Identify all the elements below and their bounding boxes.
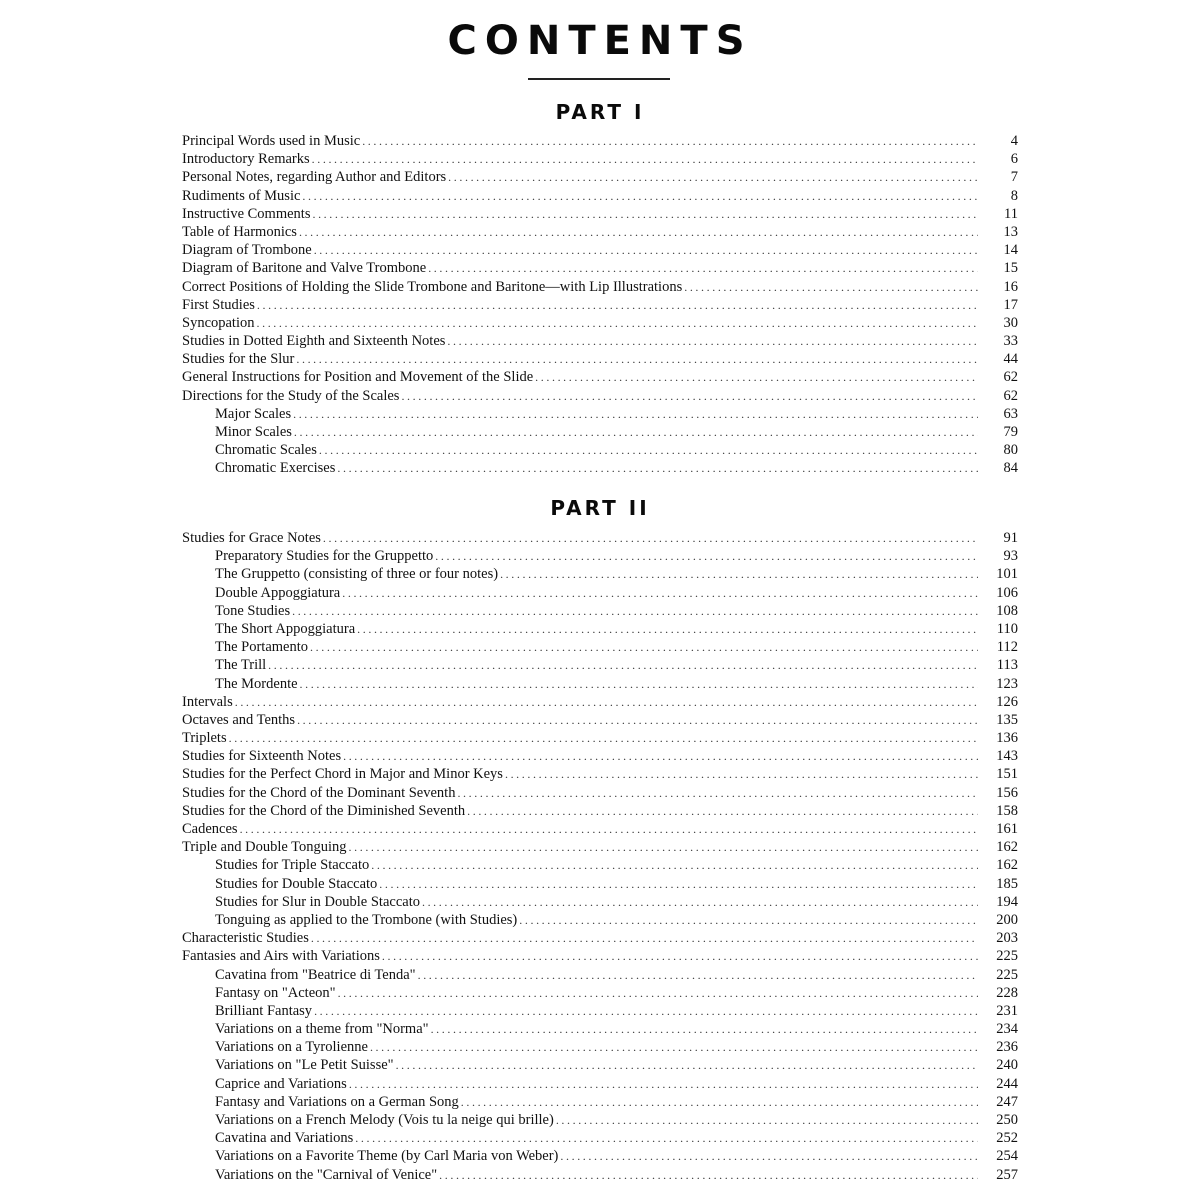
toc-entry-label: Minor Scales — [182, 423, 294, 441]
toc-entry — [182, 223, 1018, 241]
toc-entry-page-number: 17 — [1003, 296, 1018, 313]
toc-entry-page-number: 113 — [996, 657, 1018, 674]
dot-leader — [314, 1002, 978, 1020]
toc-entry-label: Correct Positions of Holding the Slide Trombone and Baritone—with Lip Illustrations — [182, 278, 683, 295]
dot-leader — [257, 314, 979, 332]
toc-entry — [182, 875, 1018, 893]
toc-entry — [182, 675, 1018, 693]
toc-entry — [182, 423, 1018, 441]
toc-entry — [182, 387, 1018, 405]
toc-entry-label: Chromatic Scales — [182, 441, 319, 459]
toc-entry — [182, 802, 1018, 820]
toc-entry — [182, 132, 1018, 150]
toc-entry-label: Table of Harmonics — [182, 223, 297, 240]
toc-entry-page-number: 4 — [1010, 133, 1018, 149]
toc-entry-page-number: 162 — [996, 857, 1018, 874]
dot-leader — [556, 1111, 978, 1129]
dot-leader — [268, 656, 978, 674]
toc-entry-page-number: 11 — [1004, 205, 1018, 222]
toc-entry-page-number: 63 — [1003, 405, 1018, 422]
dot-leader — [684, 278, 978, 296]
toc-entry-label: Diagram of Trombone — [182, 242, 312, 259]
toc-entry-page-number: 8 — [1010, 187, 1018, 204]
toc-entry — [182, 893, 1018, 911]
toc-entry — [182, 187, 1018, 205]
toc-entry-label: Studies for Double Staccato — [182, 875, 379, 893]
toc-entry-page-number: 200 — [996, 911, 1018, 928]
toc-entry — [182, 966, 1018, 984]
toc-entry-page-number: 7 — [1010, 169, 1018, 186]
toc-entry-page-number: 126 — [996, 693, 1018, 710]
dot-leader — [362, 132, 978, 150]
toc-entry — [182, 1147, 1018, 1165]
dot-leader — [396, 1056, 978, 1074]
dot-leader — [314, 241, 978, 259]
toc-entry — [182, 278, 1018, 296]
toc-entry-label: Rudiments of Music — [182, 187, 301, 204]
dot-leader — [297, 711, 978, 729]
toc-entry — [182, 332, 1018, 350]
toc-entry-page-number: 247 — [996, 1093, 1018, 1110]
toc-entry-page-number: 16 — [1003, 278, 1018, 295]
toc-entry — [182, 205, 1018, 223]
toc-entry-page-number: 30 — [1003, 314, 1018, 331]
toc-entry — [182, 711, 1018, 729]
dot-leader — [312, 150, 978, 168]
dot-leader — [296, 350, 978, 368]
dot-leader — [467, 802, 978, 820]
dot-leader — [299, 223, 978, 241]
toc-entry — [182, 368, 1018, 386]
dot-leader — [448, 168, 978, 186]
dot-leader — [422, 893, 978, 911]
toc-entry-page-number: 158 — [996, 802, 1018, 819]
toc-entry-label: The Mordente — [182, 675, 300, 693]
toc-entry-page-number: 84 — [1003, 460, 1018, 477]
toc-entry-label: Studies for the Chord of the Diminished Seventh — [182, 802, 466, 819]
toc-entry-label: Studies in Dotted Eighth and Sixteenth Notes — [182, 333, 446, 350]
dot-leader — [337, 459, 978, 477]
toc-entry — [182, 1075, 1018, 1093]
toc-entry-page-number: 156 — [996, 784, 1018, 801]
dot-leader — [357, 620, 978, 638]
toc-entry — [182, 638, 1018, 656]
dot-leader — [428, 259, 978, 277]
toc-entry-label: Cadences — [182, 821, 238, 837]
toc-entry-label: Triplets — [182, 730, 227, 747]
toc-entry — [182, 911, 1018, 929]
toc-entry — [182, 1093, 1018, 1111]
toc-entry — [182, 747, 1018, 765]
toc-entry — [182, 620, 1018, 638]
toc-entry-page-number: 91 — [1003, 530, 1018, 546]
toc-entry-label: Studies for Slur in Double Staccato — [182, 893, 422, 911]
toc-entry-label: The Trill — [182, 656, 268, 674]
toc-entry-label: Personal Notes, regarding Author and Editors — [182, 169, 447, 186]
toc-entry-page-number: 110 — [996, 620, 1018, 637]
toc-entry-page-number: 15 — [1003, 260, 1018, 277]
toc-entry — [182, 547, 1018, 565]
toc-entry-page-number: 236 — [996, 1039, 1018, 1056]
toc-entry-label: Variations on the "Carnival of Venice" — [182, 1166, 439, 1184]
toc-entry-label: Intervals — [182, 693, 233, 710]
dot-leader — [342, 584, 978, 602]
dot-leader — [349, 838, 978, 856]
toc-entry-label: Preparatory Studies for the Gruppetto — [182, 547, 435, 565]
toc-entry — [182, 350, 1018, 368]
toc-entry-label: The Gruppetto (consisting of three or four notes) — [182, 565, 500, 583]
dot-leader — [355, 1129, 978, 1147]
toc-entry-label: Introductory Remarks — [182, 151, 310, 168]
toc-entry-label: Studies for Grace Notes — [182, 530, 321, 546]
toc-entry — [182, 1129, 1018, 1147]
dot-leader — [447, 332, 978, 350]
toc-entry-page-number: 151 — [996, 766, 1018, 783]
toc-entry-label: Caprice and Variations — [182, 1075, 349, 1093]
toc-entry-page-number: 14 — [1003, 242, 1018, 259]
dot-leader — [311, 929, 978, 947]
toc-entry-label: Variations on a Favorite Theme (by Carl Maria von Weber) — [182, 1147, 560, 1165]
toc-entry — [182, 405, 1018, 423]
toc-entry — [182, 459, 1018, 477]
toc-entry-page-number: 93 — [1003, 548, 1018, 565]
toc-entry — [182, 838, 1018, 856]
toc-entry-label: Principal Words used in Music — [182, 133, 361, 149]
dot-leader — [371, 856, 978, 874]
toc-entry — [182, 984, 1018, 1002]
dot-leader — [292, 602, 978, 620]
dot-leader — [310, 638, 978, 656]
toc-entry-page-number: 101 — [996, 566, 1018, 583]
toc-entry — [182, 1020, 1018, 1038]
toc-entry — [182, 565, 1018, 583]
toc-entry-label: Cavatina from "Beatrice di Tenda" — [182, 966, 418, 984]
toc-entry-page-number: 108 — [996, 602, 1018, 619]
toc-entry-page-number: 106 — [996, 584, 1018, 601]
toc-entry — [182, 929, 1018, 947]
dot-leader — [235, 693, 978, 711]
toc-entry-label: Tonguing as applied to the Trombone (with Studies) — [182, 911, 519, 929]
dot-leader — [401, 387, 978, 405]
toc-entry-page-number: 13 — [1003, 223, 1018, 240]
toc-entry-label: Major Scales — [182, 405, 293, 423]
toc-entry-page-number: 252 — [996, 1130, 1018, 1147]
toc-entry — [182, 1056, 1018, 1074]
toc-entry-page-number: 240 — [996, 1057, 1018, 1074]
dot-leader — [431, 1020, 978, 1038]
toc-entry-label: Studies for Sixteenth Notes — [182, 748, 342, 765]
toc-entry-label: Fantasies and Airs with Variations — [182, 948, 380, 965]
toc-part-1 — [182, 132, 1018, 478]
toc-entry-label: Characteristic Studies — [182, 930, 309, 947]
toc-entry-page-number: 225 — [996, 966, 1018, 983]
dot-leader — [240, 820, 978, 838]
toc-entry-label: Fantasy and Variations on a German Song — [182, 1093, 461, 1111]
toc-entry — [182, 1038, 1018, 1056]
dot-leader — [457, 784, 978, 802]
toc-entry-label: Studies for the Perfect Chord in Major and Minor Keys — [182, 766, 503, 783]
toc-entry-label: First Studies — [182, 296, 255, 313]
toc-entry-label: Cavatina and Variations — [182, 1129, 355, 1147]
toc-entry-label: Octaves and Tenths — [182, 711, 296, 728]
dot-leader — [323, 529, 978, 547]
toc-entry — [182, 150, 1018, 168]
toc-entry-page-number: 62 — [1003, 369, 1018, 386]
toc-entry-page-number: 136 — [996, 730, 1018, 747]
toc-entry-page-number: 6 — [1010, 151, 1018, 168]
toc-entry — [182, 1002, 1018, 1020]
toc-entry-page-number: 112 — [996, 639, 1018, 656]
toc-entry-page-number: 244 — [996, 1075, 1018, 1092]
toc-entry — [182, 168, 1018, 186]
toc-entry — [182, 1166, 1018, 1184]
toc-entry-page-number: 161 — [996, 821, 1018, 837]
toc-entry — [182, 441, 1018, 459]
toc-entry-page-number: 250 — [996, 1112, 1018, 1128]
toc-entry — [182, 729, 1018, 747]
toc-entry — [182, 314, 1018, 332]
dot-leader — [535, 368, 978, 386]
toc-entry — [182, 856, 1018, 874]
dot-leader — [349, 1075, 978, 1093]
dot-leader — [338, 984, 978, 1002]
page-title: CONTENTS — [447, 18, 753, 64]
dot-leader — [418, 966, 978, 984]
toc-entry — [182, 820, 1018, 838]
toc-entry-label: General Instructions for Position and Movement of the Slide — [182, 369, 534, 386]
toc-part-2 — [182, 529, 1018, 1184]
toc-entry-label: Studies for the Slur — [182, 351, 295, 368]
toc-entry-label: Variations on a Tyrolienne — [182, 1038, 370, 1056]
toc-entry-label: Chromatic Exercises — [182, 459, 337, 477]
toc-entry-label: The Short Appoggiatura — [182, 620, 357, 638]
toc-entry-page-number: 254 — [996, 1148, 1018, 1165]
toc-entry-label: Directions for the Study of the Scales — [182, 387, 400, 404]
toc-entry — [182, 784, 1018, 802]
toc-entry-label: Instructive Comments — [182, 205, 311, 222]
toc-entry — [182, 765, 1018, 783]
dot-leader — [382, 947, 978, 965]
dot-leader — [439, 1166, 978, 1184]
dot-leader — [300, 675, 978, 693]
toc-entry-label: Variations on a French Melody (Vois tu la neige qui brille) — [182, 1111, 556, 1129]
toc-entry-label: Variations on "Le Petit Suisse" — [182, 1056, 396, 1074]
toc-entry-label: Studies for Triple Staccato — [182, 856, 371, 874]
toc-entry-page-number: 203 — [996, 930, 1018, 947]
toc-entry-label: Double Appoggiatura — [182, 584, 342, 602]
toc-entry-page-number: 123 — [996, 675, 1018, 692]
toc-entry-label: Diagram of Baritone and Valve Trombone — [182, 260, 427, 277]
dot-leader — [293, 405, 978, 423]
dot-leader — [343, 747, 978, 765]
toc-entry-page-number: 257 — [996, 1166, 1018, 1183]
toc-entry — [182, 259, 1018, 277]
toc-entry-page-number: 62 — [1003, 387, 1018, 404]
dot-leader — [319, 441, 978, 459]
toc-entry-page-number: 33 — [1003, 333, 1018, 350]
toc-entry — [182, 1111, 1018, 1129]
dot-leader — [560, 1147, 978, 1165]
dot-leader — [257, 296, 978, 314]
dot-leader — [312, 205, 978, 223]
dot-leader — [379, 875, 978, 893]
toc-entry-page-number: 225 — [996, 948, 1018, 965]
toc-entry-page-number: 143 — [996, 748, 1018, 765]
toc-entry-page-number: 234 — [996, 1021, 1018, 1038]
toc-entry-page-number: 80 — [1003, 442, 1018, 459]
toc-entry-label: The Portamento — [182, 638, 310, 656]
toc-entry-page-number: 231 — [996, 1002, 1018, 1019]
title-divider — [528, 78, 670, 80]
toc-entry — [182, 602, 1018, 620]
toc-entry — [182, 693, 1018, 711]
toc-entry-label: Variations on a theme from "Norma" — [182, 1020, 431, 1038]
toc-entry — [182, 656, 1018, 674]
toc-entry-page-number: 185 — [996, 875, 1018, 892]
part-2-heading: PART II — [550, 496, 650, 520]
toc-entry — [182, 529, 1018, 547]
dot-leader — [229, 729, 978, 747]
toc-entry-page-number: 228 — [996, 984, 1018, 1001]
toc-entry-page-number: 135 — [996, 711, 1018, 728]
dot-leader — [505, 765, 978, 783]
toc-entry-page-number: 194 — [996, 893, 1018, 910]
toc-entry — [182, 947, 1018, 965]
toc-entry-page-number: 79 — [1003, 424, 1018, 440]
toc-entry — [182, 584, 1018, 602]
dot-leader — [370, 1038, 978, 1056]
toc-entry-label: Tone Studies — [182, 602, 292, 620]
toc-entry-page-number: 44 — [1003, 351, 1018, 368]
dot-leader — [519, 911, 978, 929]
dot-leader — [461, 1093, 978, 1111]
toc-entry-label: Fantasy on "Acteon" — [182, 984, 338, 1002]
toc-entry-page-number: 162 — [996, 839, 1018, 856]
toc-entry — [182, 241, 1018, 259]
toc-entry-label: Studies for the Chord of the Dominant Seventh — [182, 784, 456, 801]
toc-entry-label: Triple and Double Tonguing — [182, 839, 347, 856]
toc-entry-label: Brilliant Fantasy — [182, 1002, 314, 1020]
part-1-heading: PART I — [555, 100, 645, 124]
toc-entry — [182, 296, 1018, 314]
dot-leader — [435, 547, 978, 565]
dot-leader — [302, 187, 978, 205]
toc-entry-label: Syncopation — [182, 314, 255, 331]
dot-leader — [294, 423, 978, 441]
dot-leader — [500, 565, 978, 583]
